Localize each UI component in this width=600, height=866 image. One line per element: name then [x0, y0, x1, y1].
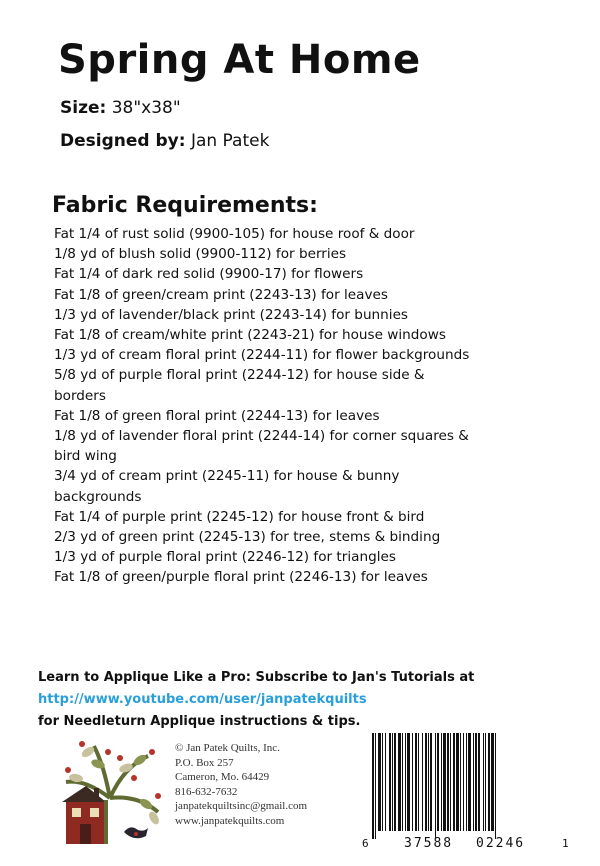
barcode-digits-group-1: 37588	[404, 836, 454, 851]
barcode-bar	[394, 733, 396, 831]
fabric-requirements-list	[50, 224, 470, 588]
barcode-bar	[468, 733, 471, 831]
barcode-bar	[418, 733, 419, 831]
tutorial-line-1: Learn to Applique Like a Pro: Subscribe to Jan's Tutorials at	[38, 670, 475, 685]
barcode-bar	[415, 733, 417, 831]
barcode-bar	[430, 733, 432, 831]
designer-line	[60, 131, 269, 151]
fabric-item: 2/3 yd of green print (2245-13) for tree, stems & binding	[54, 529, 441, 546]
barcode-bar	[460, 733, 461, 831]
barcode-bar	[437, 733, 439, 831]
barcode-bar	[435, 733, 436, 839]
contact-info	[175, 741, 307, 829]
barcode-bar	[478, 733, 480, 831]
barcode-digit-left: 6	[362, 837, 369, 850]
fabric-requirements-heading: Fabric Requirements:	[52, 193, 318, 218]
fabric-item: Fat 1/8 of green floral print (2244-13) for leaves	[54, 407, 380, 424]
fabric-item: Fat 1/8 of green/purple floral print (2246-13) for leaves	[54, 569, 428, 586]
fabric-item: Fat 1/4 of dark red solid (9900-17) for flowers	[54, 266, 364, 283]
barcode-bar	[398, 733, 401, 831]
tutorial-note	[38, 667, 474, 733]
copyright-text: © Jan Patek Quilts, Inc.	[175, 742, 280, 754]
barcode-bar	[466, 733, 467, 831]
po-box: P.O. Box 257	[175, 756, 234, 769]
barcode-bar	[407, 733, 410, 831]
barcode-bar	[389, 733, 391, 831]
fabric-item: Fat 1/8 of green/cream print (2243-13) for leaves	[54, 286, 388, 303]
barcode-bar	[463, 733, 464, 831]
barcode-bar	[428, 733, 429, 831]
barcode-bar	[488, 733, 490, 831]
size-value: 38"x38"	[111, 98, 181, 118]
barcode-bar	[375, 733, 376, 839]
barcode-bar	[453, 733, 455, 831]
barcode-bar	[405, 733, 406, 831]
city-address: Cameron, Mo. 64429	[175, 771, 270, 784]
tutorial-line-3: for Needleturn Applique instructions & tips.	[38, 714, 361, 729]
barcode-bar	[392, 733, 393, 831]
fabric-item: 5/8 yd of purple floral print (2244-12) for house side & borders	[54, 367, 425, 404]
fabric-item: 1/3 yd of cream floral print (2244-11) for flower backgrounds	[54, 347, 470, 364]
barcode-bar	[425, 733, 427, 831]
barcode-bar	[402, 733, 403, 831]
youtube-link[interactable]: http://www.youtube.com/user/janpatekquilts	[38, 692, 367, 707]
barcode	[356, 733, 574, 851]
barcode-bar	[483, 733, 484, 831]
fabric-item: 1/3 yd of purple floral print (2246-12) for triangles	[54, 549, 396, 566]
designer-label: Designed by:	[60, 131, 186, 151]
pattern-title: Spring At Home	[58, 37, 421, 83]
barcode-bar	[443, 733, 446, 831]
size-line	[60, 98, 181, 118]
barcode-bar	[412, 733, 413, 831]
barcode-digits-group-2: 02246	[476, 836, 526, 851]
barcode-bar	[385, 733, 386, 831]
barcode-bar	[382, 733, 383, 831]
barcode-digit-right: 1	[562, 837, 569, 850]
barcode-bar	[422, 733, 423, 831]
fabric-item: 1/8 yd of blush solid (9900-112) for berries	[54, 246, 347, 263]
designer-value: Jan Patek	[190, 131, 270, 151]
barcode-bar	[450, 733, 451, 831]
barcode-bar	[456, 733, 459, 831]
barcode-bar	[475, 733, 477, 831]
website-link[interactable]: www.janpatekquilts.com	[175, 814, 285, 827]
barcode-bar	[491, 733, 494, 831]
barcode-bar	[447, 733, 449, 831]
barcode-bar	[378, 733, 381, 831]
barcode-bar	[473, 733, 474, 831]
fabric-item: Fat 1/4 of purple print (2245-12) for house front & bird	[54, 508, 425, 525]
fabric-item: 3/4 yd of cream print (2245-11) for house & bunny backgrounds	[54, 468, 400, 505]
barcode-bar	[485, 733, 486, 831]
barcode-background	[356, 733, 574, 851]
barcode-bar	[441, 733, 442, 831]
house-tree-applique-art	[58, 738, 170, 846]
email-address[interactable]: janpatekquiltsinc@gmail.com	[175, 800, 308, 813]
fabric-item: 1/8 yd of lavender floral print (2244-14) for corner squares & bird wing	[54, 428, 469, 465]
fabric-item: 1/3 yd of lavender/black print (2243-14) for bunnies	[54, 306, 409, 323]
barcode-bar	[372, 733, 374, 839]
barcode-bar	[495, 733, 496, 839]
fabric-item: Fat 1/4 of rust solid (9900-105) for house roof & door	[54, 226, 415, 242]
fabric-item: Fat 1/8 of cream/white print (2243-21) for house windows	[54, 327, 446, 344]
size-label: Size:	[60, 98, 107, 118]
phone-number: 816-632-7632	[175, 785, 238, 798]
